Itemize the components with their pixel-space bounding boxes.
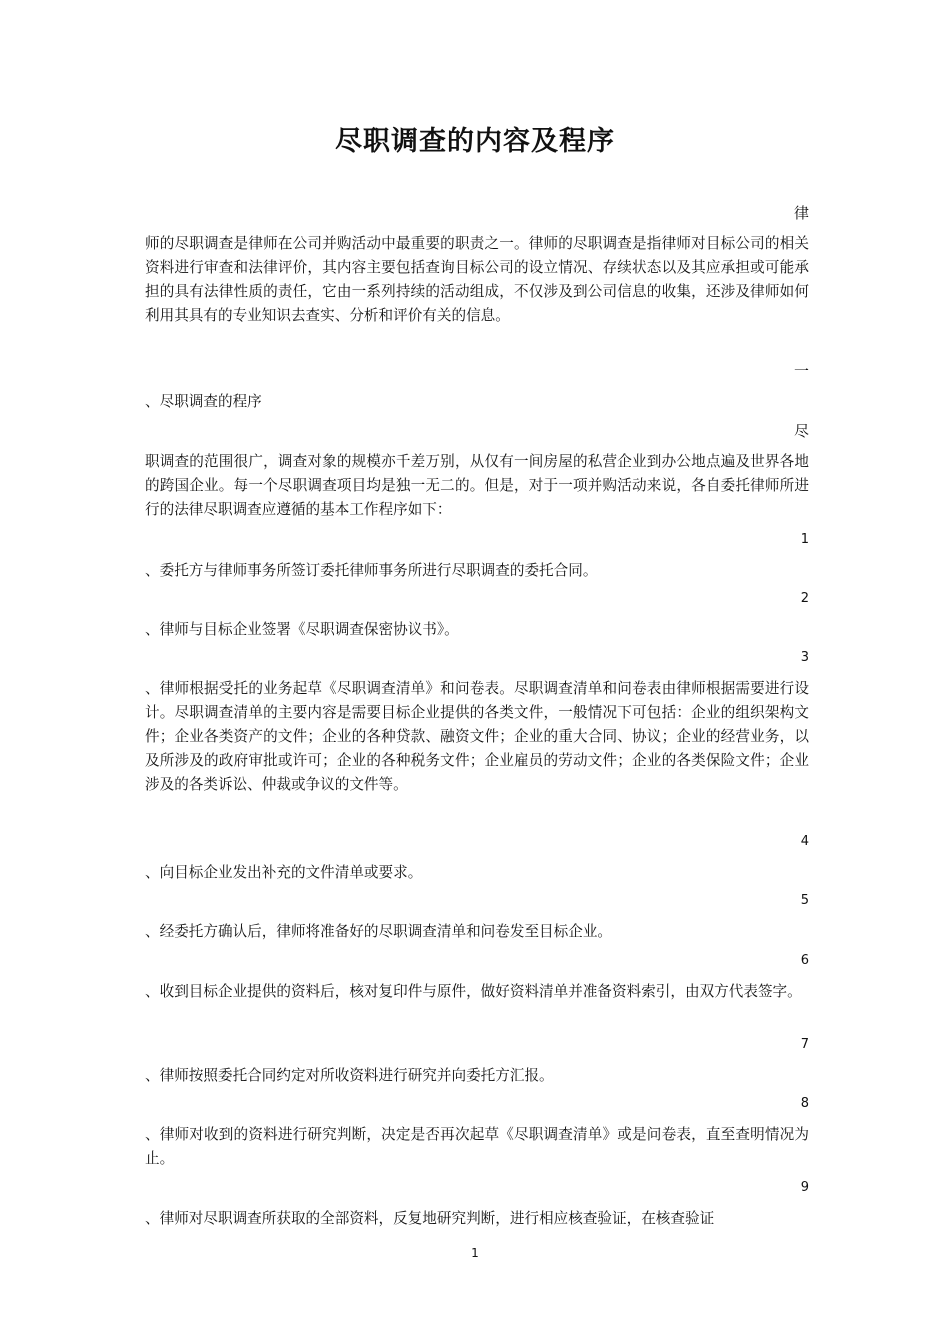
list-item-text: 、律师根据受托的业务起草《尽职调查清单》和问卷表。尽职调查清单和问卷表由律师根据需要进行设计。尽职调查清单的主要内容是需要目标企业提供的各类文件，一般情况下可包括：企业的组织架构文件；企业各类资产的文件；企业的各种贷款、融资文件；企业的重大合同、协议；企业的经营业务，以及所涉及的政府审批或许可；企业的各种税务文件；企业雇员的劳动文件；企业的各类保险文件；企业涉及的各类诉讼、仲裁或争议的文件等。 xyxy=(145,680,809,793)
list-item-text: 、律师对尽职调查所获取的全部资料，反复地研究判断，进行相应核查验证，在核查验证 xyxy=(145,1210,715,1227)
list-item-number: 2 xyxy=(800,591,809,606)
paragraph-lead-char: 尽 xyxy=(793,422,809,440)
list-item-4 xyxy=(145,829,809,885)
list-item-2 xyxy=(145,586,809,642)
list-item-9 xyxy=(145,1175,809,1231)
document-title: 尽职调查的内容及程序 xyxy=(335,126,615,157)
list-item-number: 3 xyxy=(800,650,809,665)
list-item-1 xyxy=(145,527,809,583)
page-number: 1 xyxy=(471,1246,479,1260)
list-item-number: 4 xyxy=(800,834,809,849)
list-item-3 xyxy=(145,645,809,797)
paragraph-lead-char: 律 xyxy=(793,204,809,222)
list-item-text: 、律师对收到的资料进行研究判断，决定是否再次起草《尽职调查清单》或是问卷表，直至查明情况为止。 xyxy=(145,1126,809,1167)
list-item-text: 、委托方与律师事务所签订委托律师事务所进行尽职调查的委托合同。 xyxy=(145,562,598,579)
paragraph-text: 师的尽职调查是律师在公司并购活动中最重要的职责之一。律师的尽职调查是指律师对目标公司的相关资料进行审查和法律评价，其内容主要包括查询目标公司的设立情况、存续状态以及其应承担或可能承担的具有法律性质的责任，它由一系列持续的活动组成，不仅涉及到公司信息的收集，还涉及律师如何利用其具有的专业知识去查实、分析和评价有关的信息。 xyxy=(145,235,809,324)
list-item-text: 、收到目标企业提供的资料后，核对复印件与原件，做好资料清单并准备资料索引，由双方代表签字。 xyxy=(145,983,802,1000)
paragraph-scope xyxy=(145,418,809,522)
paragraph-text: 职调查的范围很广，调查对象的规模亦千差万别，从仅有一间房屋的私营企业到办公地点遍及世界各地的跨国企业。每一个尽职调查项目均是独一无二的。但是，对于一项并购活动来说，各自委托律师所进行的法律尽职调查应遵循的基本工作程序如下： xyxy=(145,453,809,518)
list-item-number: 6 xyxy=(800,953,809,968)
section-heading-text: 、尽职调查的程序 xyxy=(145,393,262,410)
list-item-number: 8 xyxy=(800,1096,809,1111)
list-item-number: 7 xyxy=(800,1037,809,1052)
list-item-6 xyxy=(145,948,809,1004)
list-item-text: 、律师与目标企业签署《尽职调查保密协议书》。 xyxy=(145,621,459,638)
list-item-8 xyxy=(145,1091,809,1171)
list-item-number: 9 xyxy=(800,1180,809,1195)
list-item-text: 、向目标企业发出补充的文件清单或要求。 xyxy=(145,864,423,881)
section-number: 一 xyxy=(793,362,809,380)
list-item-text: 、律师按照委托合同约定对所收资料进行研究并向委托方汇报。 xyxy=(145,1067,554,1084)
paragraph-intro xyxy=(145,200,809,328)
list-item-number: 1 xyxy=(800,532,809,547)
list-item-number: 5 xyxy=(800,893,809,908)
section-heading-procedure xyxy=(145,358,809,414)
list-item-text: 、经委托方确认后，律师将准备好的尽职调查清单和问卷发至目标企业。 xyxy=(145,923,613,940)
list-item-7 xyxy=(145,1032,809,1088)
list-item-5 xyxy=(145,888,809,944)
